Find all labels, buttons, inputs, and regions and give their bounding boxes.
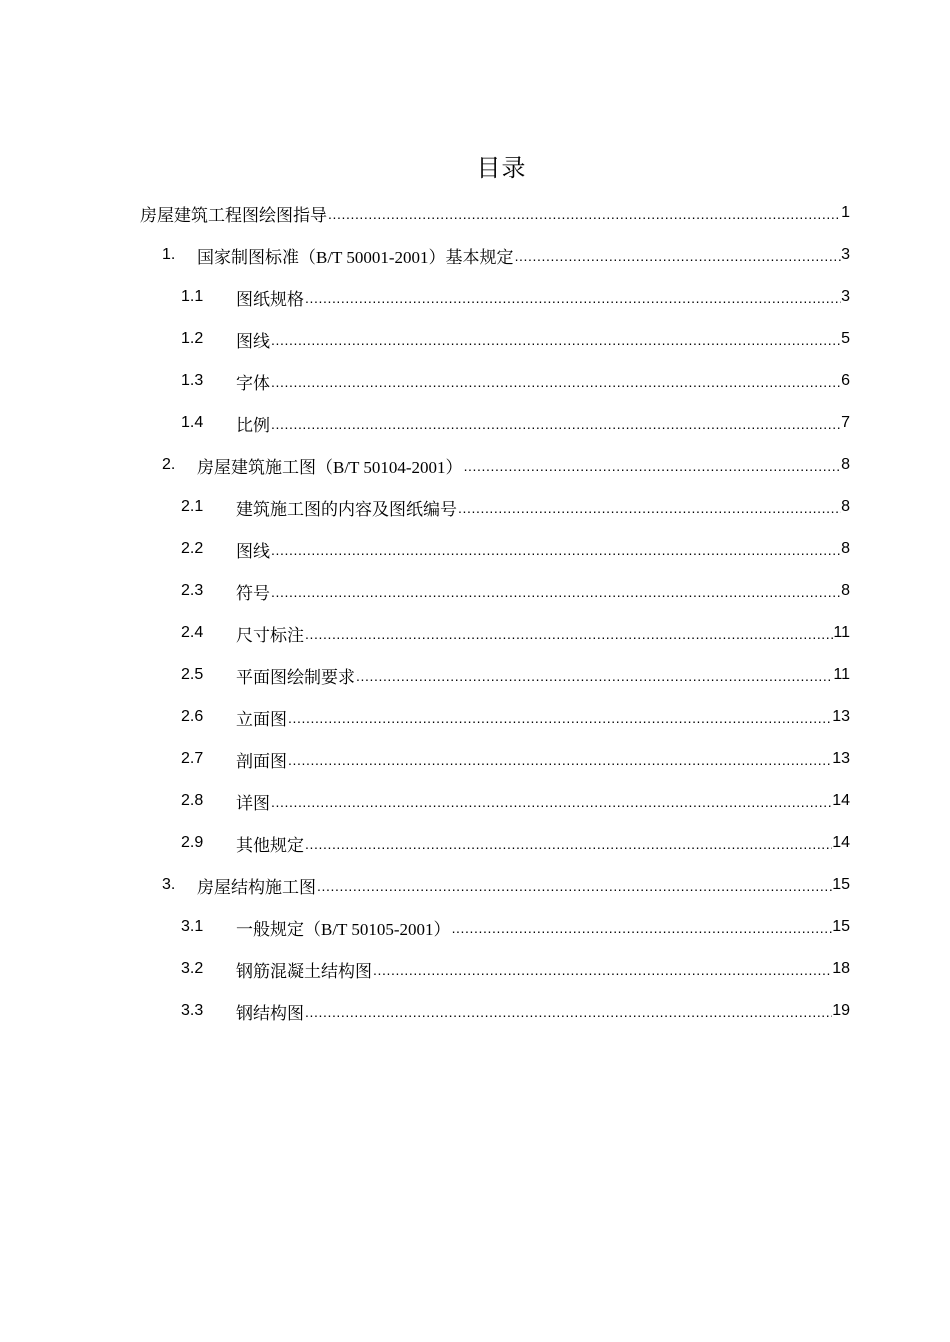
toc-entry-number: 2.: [162, 456, 176, 473]
toc-entry-number: 1.: [162, 246, 176, 263]
toc-entry-label: 国家制图标准（B/T 50001-2001）基本规定: [197, 247, 514, 267]
toc-entry-number: 1.4: [181, 414, 204, 431]
toc-leader-dots: [372, 959, 832, 979]
toc-entry[interactable]: [181, 738, 850, 780]
toc-entry-label: 房屋建筑施工图（B/T 50104-2001）: [197, 457, 463, 477]
toc-entry-page: 14: [832, 834, 850, 851]
toc-entry[interactable]: [181, 990, 850, 1032]
toc-entry-page: 5: [841, 330, 850, 347]
toc-entry[interactable]: [181, 528, 850, 570]
toc-leader-dots: [316, 875, 832, 895]
toc-entry-page: 8: [841, 540, 850, 557]
toc-entry-number: 2.7: [181, 750, 204, 767]
toc-entry[interactable]: [181, 318, 850, 360]
toc-entry-number: 1.1: [181, 288, 204, 305]
toc-entry-label: 图线: [236, 331, 270, 351]
toc-entry-label: 图线: [236, 541, 270, 561]
toc-entry-label: 图纸规格: [236, 289, 304, 309]
toc-leader-dots: [355, 665, 833, 685]
toc-entry-page: 8: [841, 582, 850, 599]
toc-entry-label: 房屋结构施工图: [197, 877, 316, 897]
toc-entry-number: 3.2: [181, 960, 204, 977]
toc-entry-page: 19: [832, 1002, 850, 1019]
toc-leader-dots: [457, 497, 841, 517]
toc-entry-number: 2.2: [181, 540, 204, 557]
toc-leader-dots: [287, 749, 832, 769]
toc-entry-label: 剖面图: [236, 751, 287, 771]
toc-entry-number: 3.1: [181, 918, 204, 935]
toc-entry-page: 8: [841, 498, 850, 515]
toc-leader-dots: [270, 371, 841, 391]
toc-leader-dots: [304, 287, 841, 307]
toc-leader-dots: [304, 833, 832, 853]
toc-leader-dots: [463, 455, 842, 475]
toc-entry[interactable]: [181, 780, 850, 822]
toc-entry-page: 15: [832, 876, 850, 893]
toc-entry-number: 2.1: [181, 498, 204, 515]
toc-entry-label: 其他规定: [236, 835, 304, 855]
page-title: 目录: [476, 156, 527, 182]
toc-leader-dots: [270, 539, 841, 559]
toc-entry[interactable]: [181, 486, 850, 528]
toc-entry-label: 建筑施工图的内容及图纸编号: [236, 499, 457, 519]
toc-entry-number: 2.4: [181, 624, 204, 641]
toc-entry[interactable]: [181, 360, 850, 402]
toc-entry-label: 尺寸标注: [236, 625, 304, 645]
toc-entry-number: 1.2: [181, 330, 204, 347]
toc-entry[interactable]: [162, 444, 850, 486]
toc-entry-page: 8: [841, 456, 850, 473]
toc-entry-number: 2.9: [181, 834, 204, 851]
toc-entry-number: 2.6: [181, 708, 204, 725]
toc-entry-label: 立面图: [236, 709, 287, 729]
toc-leader-dots: [287, 707, 832, 727]
toc-entry-page: 13: [832, 750, 850, 767]
toc-entry-number: 3.: [162, 876, 176, 893]
toc-entry-page: 3: [841, 246, 850, 263]
toc-entry[interactable]: [140, 192, 850, 234]
toc-leader-dots: [327, 203, 841, 223]
toc-entry-label: 字体: [236, 373, 270, 393]
toc-entry[interactable]: [181, 654, 850, 696]
toc-entry-number: 2.3: [181, 582, 204, 599]
toc-entry-page: 1: [841, 204, 850, 221]
toc-entry[interactable]: [181, 948, 850, 990]
toc-leader-dots: [270, 791, 832, 811]
toc-entry-number: 3.3: [181, 1002, 204, 1019]
toc-leader-dots: [270, 413, 841, 433]
toc-entry-page: 3: [841, 288, 850, 305]
toc-entry[interactable]: [181, 402, 850, 444]
toc-leader-dots: [451, 917, 833, 937]
toc-entry[interactable]: [181, 570, 850, 612]
toc-entry-label: 钢结构图: [236, 1003, 304, 1023]
toc-leader-dots: [304, 1001, 832, 1021]
toc-entry-number: 2.8: [181, 792, 204, 809]
toc-entry-label: 房屋建筑工程图绘图指导: [140, 205, 327, 225]
toc-entry-label: 详图: [236, 793, 270, 813]
toc-entry-page: 11: [833, 666, 850, 683]
toc-entry-page: 7: [841, 414, 850, 431]
toc-leader-dots: [304, 623, 833, 643]
toc-entry[interactable]: [181, 276, 850, 318]
toc-entry-label: 一般规定（B/T 50105-2001）: [236, 919, 451, 939]
toc-entry-page: 11: [833, 624, 850, 641]
toc-entry-page: 6: [841, 372, 850, 389]
toc-entry-label: 符号: [236, 583, 270, 603]
toc-entry-label: 平面图绘制要求: [236, 667, 355, 687]
toc-entry[interactable]: [162, 234, 850, 276]
toc-entry-page: 15: [832, 918, 850, 935]
toc-leader-dots: [270, 329, 841, 349]
toc-entry[interactable]: [181, 696, 850, 738]
toc-entry[interactable]: [181, 906, 850, 948]
toc-entry-page: 14: [832, 792, 850, 809]
toc-entry[interactable]: [162, 864, 850, 906]
toc-entry[interactable]: [181, 822, 850, 864]
toc-entry[interactable]: [181, 612, 850, 654]
toc-leader-dots: [270, 581, 841, 601]
toc-entry-number: 2.5: [181, 666, 204, 683]
toc-entry-label: 钢筋混凝土结构图: [236, 961, 372, 981]
toc-entry-page: 13: [832, 708, 850, 725]
toc-leader-dots: [514, 245, 842, 265]
toc-entry-number: 1.3: [181, 372, 204, 389]
toc-entry-label: 比例: [236, 415, 270, 435]
toc-entry-page: 18: [832, 960, 850, 977]
